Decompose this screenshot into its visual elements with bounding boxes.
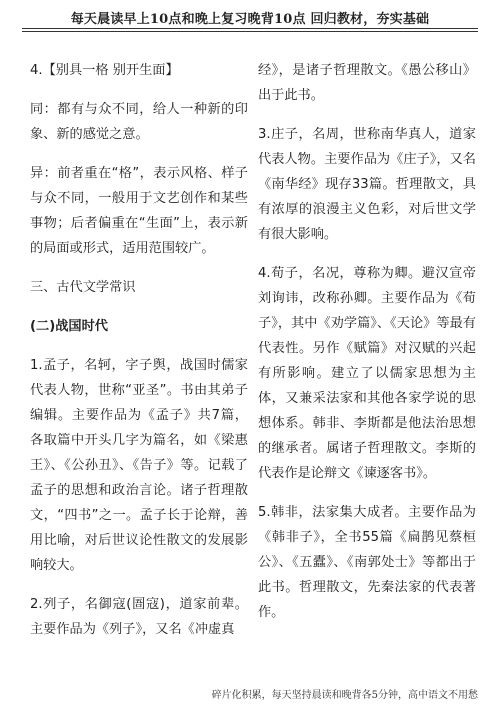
entry-liezi-continued: 经》，是诸子哲理散文。《愚公移山》出于此书。 [258,63,476,103]
subsection-heading: (二)战国时代 [30,319,108,334]
header-rule-bottom [22,31,478,32]
left-column [30,58,248,656]
entry-mencius: 1.孟子，名轲，字子舆，战国时儒家代表人物，世称“亚圣”。书由其弟子编辑。主要作品为《孟子》共7篇，各取篇中开头几字为篇名，如《梁惠王》、《公孙丑》、《告子》等。记载了孟子的思想和政治言论。诸子哲理散文，“四书”之一。孟子长于论辩，善用比喻，对后世议论性散文的发展影响较大。 [30,358,248,573]
entry-liezi: 2.列子，名御寇(圄寇)，道家前辈。主要作品为《列子》，又名《冲虚真 [30,597,248,637]
idiom-heading: 4.【别具一格 别开生面】 [30,63,179,78]
section-heading: 三、古代文学常识 [30,280,136,295]
entry-xunzi: 4.荀子，名况，尊称为卿。避汉宣帝刘询讳，改称孙卿。主要作品为《荀子》，其中《劝学篇》、《天论》等最有代表性。另作《赋篇》对汉赋的兴起有所影响。建立了以儒家思想为主体，又兼采法家和其他各家学说的思想体系。韩非、李斯都是他法治思想的继承者。属诸子哲理散文。李斯的代表作是论辩文《谏逐客书》。 [258,266,476,481]
idiom-similarity: 同：都有与众不同，给人一种新的印象、新的感觉之意。 [30,102,248,142]
entry-zhuangzi: 3.庄子，名周，世称南华真人，道家代表人物。主要作品为《庄子》，又名《南华经》现存33篇。哲理散文，具有浓厚的浪漫主义色彩，对后世文学有很大影响。 [258,127,476,242]
page-header-title: 每天晨读早上10点和晚上复习晚背10点 回归教材，夯实基础 [70,12,430,27]
page-footer: 碎片化积累，每天坚持晨读和晚背各5分钟，高中语文不用愁 [211,690,478,701]
entry-hanfei: 5.韩非，法家集大成者。主要作品为《韩非子》，全书55篇《扁鹊见蔡桓公》、《五蠹》、《南郭处士》等都出于此书。哲理散文，先秦法家的代表著作。 [258,505,476,620]
idiom-difference: 异：前者重在“格”，表示风格、样子与众不同，一般用于文艺创作和某些事物；后者偏重在“生面”上，表示新的局面或形式，适用范围较广。 [30,166,248,256]
right-column [258,58,476,639]
header-rule-top [22,28,478,29]
